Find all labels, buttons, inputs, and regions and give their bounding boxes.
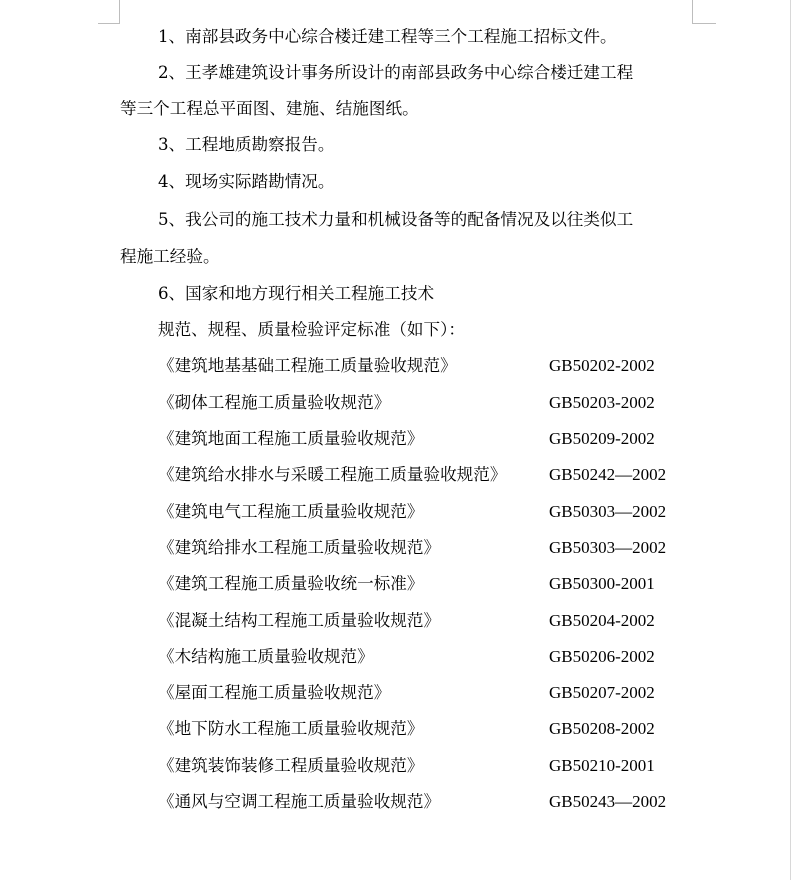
standard-title: 《建筑工程施工质量验收统一标准》 <box>158 574 424 593</box>
standard-code: GB50303—2002 <box>549 502 667 521</box>
paragraph-2-line-2: 等三个工程总平面图、建施、结施图纸。 <box>120 99 419 118</box>
paragraph-2-line-1: 2、王孝雄建筑设计事务所设计的南部县政务中心综合楼迁建工程 <box>158 63 634 82</box>
standard-code: GB50243—2002 <box>549 792 667 811</box>
standard-title: 《木结构施工质量验收规范》 <box>158 647 374 666</box>
standard-title: 《建筑装饰装修工程质量验收规范》 <box>158 756 424 775</box>
standard-code: GB50208-2002 <box>549 719 655 738</box>
standard-code: GB50210-2001 <box>549 756 655 775</box>
standard-title: 《建筑给排水工程施工质量验收规范》 <box>158 538 441 557</box>
paragraph-1: 1、南部县政务中心综合楼迁建工程等三个工程施工招标文件。 <box>158 27 617 46</box>
standard-code: GB50203-2002 <box>549 393 655 412</box>
standard-title: 《地下防水工程施工质量验收规范》 <box>158 719 424 738</box>
standard-title: 《建筑给水排水与采暖工程施工质量验收规范》 <box>158 465 507 484</box>
paragraph-5-line-2: 程施工经验。 <box>120 247 220 266</box>
paragraph-6-line-1: 6、国家和地方现行相关工程施工技术 <box>158 284 435 303</box>
standard-title: 《建筑地面工程施工质量验收规范》 <box>158 429 424 448</box>
standard-code: GB50206-2002 <box>549 647 655 666</box>
standard-title: 《混凝土结构工程施工质量验收规范》 <box>158 611 441 630</box>
paragraph-5-line-1: 5、我公司的施工技术力量和机械设备等的配备情况及以往类似工 <box>158 210 634 229</box>
standard-code: GB50303—2002 <box>549 538 667 557</box>
page-right-edge <box>790 0 791 880</box>
standard-code: GB50209-2002 <box>549 429 655 448</box>
standard-title: 《建筑电气工程施工质量验收规范》 <box>158 502 424 521</box>
crop-mark-top-left-vertical <box>119 0 120 24</box>
standard-title: 《砌体工程施工质量验收规范》 <box>158 393 391 412</box>
standard-code: GB50300-2001 <box>549 574 655 593</box>
standard-title: 《建筑地基基础工程施工质量验收规范》 <box>158 356 457 375</box>
standard-title: 《通风与空调工程施工质量验收规范》 <box>158 792 441 811</box>
standard-code: GB50207-2002 <box>549 683 655 702</box>
crop-mark-top-right-horizontal <box>692 23 716 24</box>
paragraph-3: 3、工程地质勘察报告。 <box>158 135 335 154</box>
standard-title: 《屋面工程施工质量验收规范》 <box>158 683 391 702</box>
standard-code: GB50204-2002 <box>549 611 655 630</box>
standard-code: GB50242—2002 <box>549 465 667 484</box>
crop-mark-top-left-horizontal <box>98 23 120 24</box>
paragraph-4: 4、现场实际踏勘情况。 <box>158 172 335 191</box>
standard-code: GB50202-2002 <box>549 356 655 375</box>
paragraph-6-line-2: 规范、规程、质量检验评定标准（如下）： <box>158 320 465 339</box>
crop-mark-top-right-vertical <box>692 0 693 24</box>
